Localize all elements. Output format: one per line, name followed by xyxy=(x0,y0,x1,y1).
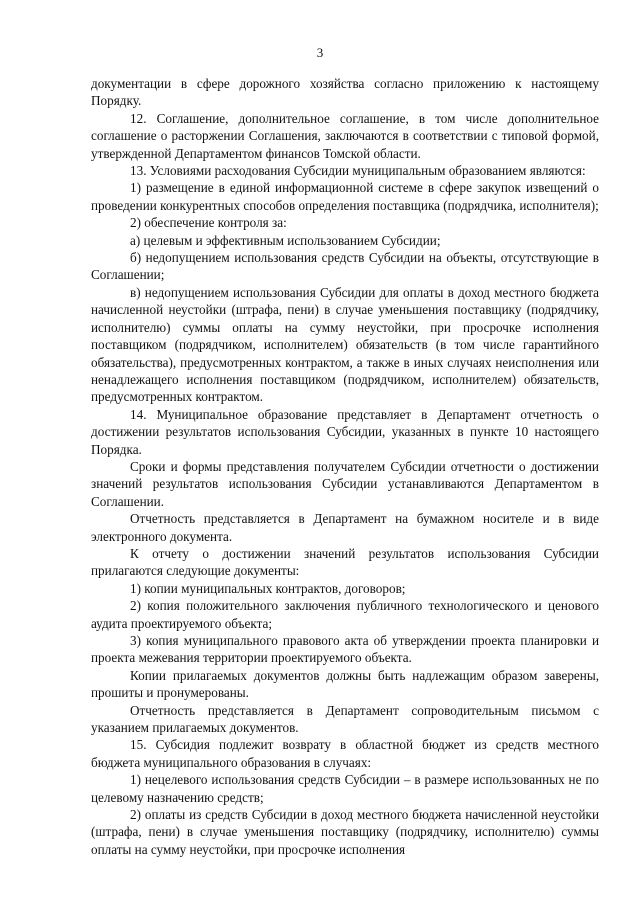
list-item-13-1: 1) размещение в единой информационной системе в сфере закупок извещений о проведении конкурентных способов определения поставщика (подрядчика, исполнителя); xyxy=(91,180,599,213)
list-item-15-1: 1) нецелевого использования средств Субсидии – в размере использованных не по целевому назначению средств; xyxy=(91,772,599,805)
paragraph-report-format: Отчетность представляется в Департамент на бумажном носителе и в виде электронного документа. xyxy=(91,511,599,544)
paragraph-14-reporting: 14. Муниципальное образование представляет в Департамент отчетность о достижении результатов использования Субсидии, указанных в пункте 10 настоящего Порядка. xyxy=(91,406,599,457)
list-item-15-2: 2) оплаты из средств Субсидии в доход местного бюджета начисленной неустойки (штрафа, пени) в случае уменьшения поставщику (подрядчику, исполнителю) суммы оплаты на сумму неустойки, при просрочке исполнения xyxy=(91,807,599,857)
list-item-13-2: 2) обеспечение контроля за: xyxy=(130,215,287,231)
list-item-13-2-b: б) недопущением использования средств Субсидии на объекты, отсутствующие в Соглашении; xyxy=(91,250,599,283)
paragraph-report-attachments: К отчету о достижении значений результатов использования Субсидии прилагаются следующие документы: xyxy=(91,545,599,579)
list-item-attachment-1: 1) копии муниципальных контрактов, договоров; xyxy=(130,580,406,596)
list-item-attachment-2: 2) копия положительного заключения публичного технологического и ценового аудита проектируемого объекта; xyxy=(91,598,599,631)
list-item-attachment-3: 3) копия муниципального правового акта об утверждении проекта планировки и проекта межевания территории проектируемого объекта. xyxy=(91,633,599,666)
list-item-13-2-a: а) целевым и эффективным использованием Субсидии; xyxy=(130,232,441,248)
paragraph-12-agreement: 12. Соглашение, дополнительное соглашение, в том числе дополнительное соглашение о расторжении Соглашения, заключаются в соответствии с типовой формой, утвержденной Департаментом финансов Томской области. xyxy=(91,110,599,161)
page-number: 3 xyxy=(316,45,324,60)
paragraph-continuation: документации в сфере дорожного хозяйства согласно приложению к настоящему Порядку. xyxy=(91,76,599,109)
paragraph-copies-certified: Копии прилагаемых документов должны быть надлежащим образом заверены, прошиты и пронумерованы. xyxy=(91,667,599,701)
paragraph-cover-letter: Отчетность представляется в Департамент сопроводительным письмом с указанием прилагаемых документов. xyxy=(91,702,599,736)
paragraph-report-terms: Сроки и формы представления получателем Субсидии отчетности о достижении значений результатов использования Субсидии устанавливаются Департаментом в Соглашении. xyxy=(91,458,599,509)
paragraph-15-refund: 15. Субсидия подлежит возврату в областной бюджет из средств местного бюджета муниципального образования в случаях: xyxy=(91,737,599,770)
document-body xyxy=(91,75,599,858)
paragraph-13-conditions: 13. Условиями расходования Субсидии муниципальным образованием являются: xyxy=(130,163,586,179)
list-item-13-2-v: в) недопущением использования Субсидии для оплаты в доход местного бюджета начисленной неустойки (штрафа, пени) в случае уменьшения поставщику (подрядчику, исполнителю) суммы оплаты на сумму неустойки, при просрочке исполнения поставщиком (подрядчиком, исполнителем) обязательств (в том числе гарантийного обязательства), предусмотренных контрактом, а также в иных случаях неисполнения или ненадлежащего исполнения поставщиком (подрядчиком, исполнителем) обязательств, предусмотренных контрактом. xyxy=(91,284,599,405)
